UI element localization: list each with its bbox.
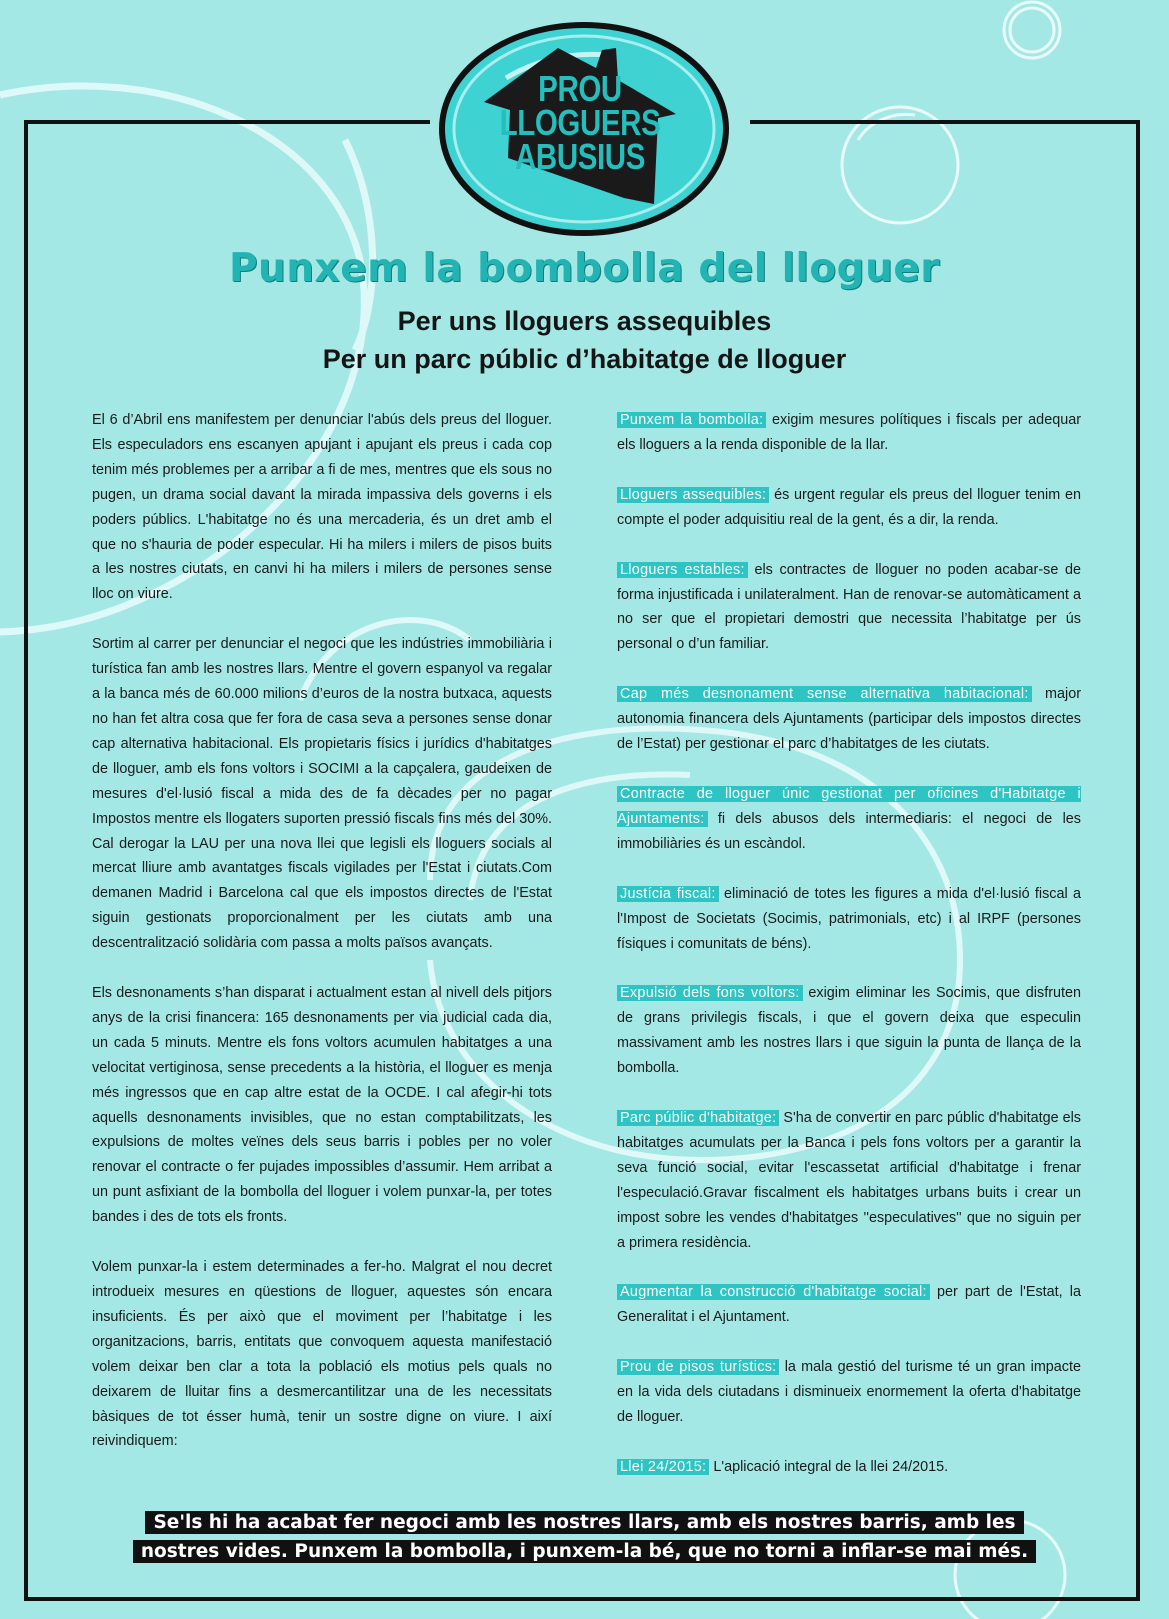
demand-label: Lloguers assequibles: [617,487,769,503]
paragraph: Volem punxar-la i estem determinades a fer-ho. Malgrat el nou decret introdueix mesures en qüestions de lloguer, aquestes són encara insuficients. És per això que el moviment per l’habitatge i les organitzacions, barris, entitats que convoquem aquesta manifestació volem deixar ben clar a tota la població els motius pels quals no deixarem de lluitar fins a desmercantilitzar una de les necessitats bàsiques de tot ésser humà, tenir un sostre digne on viure. I així reivindiquem: [92,1259,552,1450]
demand-item [617,408,1081,458]
demand-label: Prou de pisos turístics: [617,1359,779,1375]
demand-label: Contracte de lloguer únic gestionat per oficines d'Habitatge i Ajuntaments: [617,785,1081,827]
demand-item [617,981,1081,1081]
paragraph: El 6 d’Abril ens manifestem per denunciar l'abús dels preus del lloguer. Els especuladors ens escanyen apujant i apujant els preus i cada cop tenim més problemes per a arribar a fi de mes, mentres que els sous no pugen, un drama social davant la mirada impassiva dels governs i els poders públics. L'habitatge no és una mercaderia, és un dret amb el que no s'hauria de poder especular. Hi ha milers i milers de pisos buits a les nostres ciutats, en canvi hi ha milers i milers de persones sense lloc on viure. [92,412,552,603]
demand-text: els contractes de lloguer no poden acabar-se de forma injustificada i unilateralment. Han de renovar-se automàticament a no ser que el propietari demostri que necessita l’habitatge per ús personal o d’un familiar. [617,561,1081,653]
demand-text: S'ha de convertir en parc públic d'habitatge els habitatges acumulats per la Banca i pels fons voltors per a garantir la seva funció social, evitar l'escassetat artificial d'habitatge i frenar l'especulació.Gravar fiscalment els habitatges urbans buits i crear un impost sobre les vendes d'habitatges ''especulatives'' que no siguin per a primera residència. [617,1110,1081,1251]
demand-text: la mala gestió del turisme té un gran impacte en la vida dels ciutadans i disminueix enormement la oferta d'habitatge de lloguer. [617,1359,1082,1426]
demand-label: Cap més desnonament sense alternativa habitacional: [617,686,1032,702]
demand-text: fi dels abusos dels intermediaris: el negoci de les immobiliàries és un escàndol. [617,810,1082,852]
demand-text: major autonomia financera dels Ajuntaments (participar dels impostos directes de l’Estat) per gestionar el parc d’habitatges de les ciutats. [617,686,1082,753]
demand-label: Llei 24/2015: [617,1459,709,1475]
demand-item [617,882,1081,957]
demand-item [617,1106,1081,1255]
logo-line: PROU [538,68,622,109]
demand-text: per part de l'Estat, la Generalitat i el Ajuntament. [617,1284,1081,1326]
closing-line: Se'ls hi ha acabat fer negoci amb les nostres llars, amb els nostres barris, amb les [145,1511,1023,1534]
demand-text: exigim mesures polítiques i fiscals per adequar els lloguers a la renda disponible de la llar. [617,412,1081,453]
demand-item [617,1355,1081,1430]
left-column [92,408,552,1479]
demand-item [617,682,1081,757]
demand-label: Parc públic d'habitatge: [617,1110,779,1126]
demand-label: Justícia fiscal: [617,886,719,902]
demand-label: Punxem la bombolla: [617,412,766,428]
paragraph: Sortim al carrer per denunciar el negoci que les indústries immobiliària i turística fan amb les nostres llars. Mentre el govern espanyol va regalar a la banca més de 60.000 milions d’euros de la nostra butxaca, aquests no han fet altra cosa que fer fora de casa seva a persones sense donar cap alternativa habitacional. Els propietaris físics i jurídics d'habitatges de lloguer, amb els fons voltors i SOCIMI a la capçalera, gaudeixen de mesures d'el·lusió fiscal a mida des de fa dècades per no pagar Impostos mentre els llogaters suporten pressió fiscals fins més del 30%. Cal derogar la LAU per una nova llei que legisli els lloguers socials al mercat lliure amb avantatges fiscals vigilades per l'Estat i ciutats.Com demanen Madrid i Barcelona cal que els impostos directes de l'Estat siguin gestionats proporcionalment per les ciutats amb una descentralització solidària com passa a molts països avançats. [92,636,552,952]
demand-item [617,483,1081,533]
closing-banner [0,1508,1169,1566]
demand-item [617,558,1081,658]
demands-list [617,408,1081,1505]
demand-text: eliminació de totes les figures a mida d'el·lusió fiscal a l'Impost de Societats (Socimis, patrimonials, etc) i al IRPF (persones físiques i comunitats de béns). [617,885,1082,952]
demand-item [617,1280,1081,1330]
logo-line: ABUSIUS [515,136,645,177]
demand-item [617,1455,1081,1480]
demand-label: Expulsió dels fons voltors: [617,985,803,1001]
closing-line: nostres vides. Punxem la bombolla, i punxem-la bé, que no torni a inflar-se mai més. [133,1540,1036,1563]
demand-item [617,782,1081,857]
subtitle: Per uns lloguers assequibles [397,306,772,336]
demand-text: és urgent regular els preus del lloguer tenim en compte el poder adquisitiu real de la gent, és a dir, la renda. [617,486,1082,528]
paragraph: Els desnonaments s’han disparat i actualment estan al nivell dels pitjors anys de la crisi financera: 165 desnonaments per via judicial cada dia, un cada 5 minuts. Mentre els fons voltors acumulen habitatges a una velocitat vertiginosa, sense precedents a la història, el lloguer es menja més ingressos que en cap altre estat de la OCDE. I cal afegir-hi tots aquells desnonaments invisibles, que no estan comptabilitzats, les expulsions de moltes veïnes dels seus barris i pobles per no voler renovar el contracte o fer pujades impossibles d’assumir. Hem arribat a un punt asfixiant de la bombolla del lloguer i volem punxar-la, per totes bandes i des de tots els fronts. [92,985,552,1226]
demand-label: Augmentar la construcció d'habitatge social: [617,1284,930,1300]
logo-line: LLOGUERS [499,102,661,143]
subtitle: Per un parc públic d’habitatge de lloguer [322,344,847,374]
demand-text: exigim eliminar les Socimis, que disfruten de grans privilegis fiscals, i que el govern deixa que especulin massivament amb les nostres llars i que siguin la punta de llança de la bombolla. [617,985,1081,1077]
demand-label: Lloguers estables: [617,562,748,578]
demand-text: L'aplicació integral de la llei 24/2015. [713,1459,949,1475]
logo-text [482,68,679,177]
page-title: Punxem la bombolla del lloguer [228,246,941,291]
